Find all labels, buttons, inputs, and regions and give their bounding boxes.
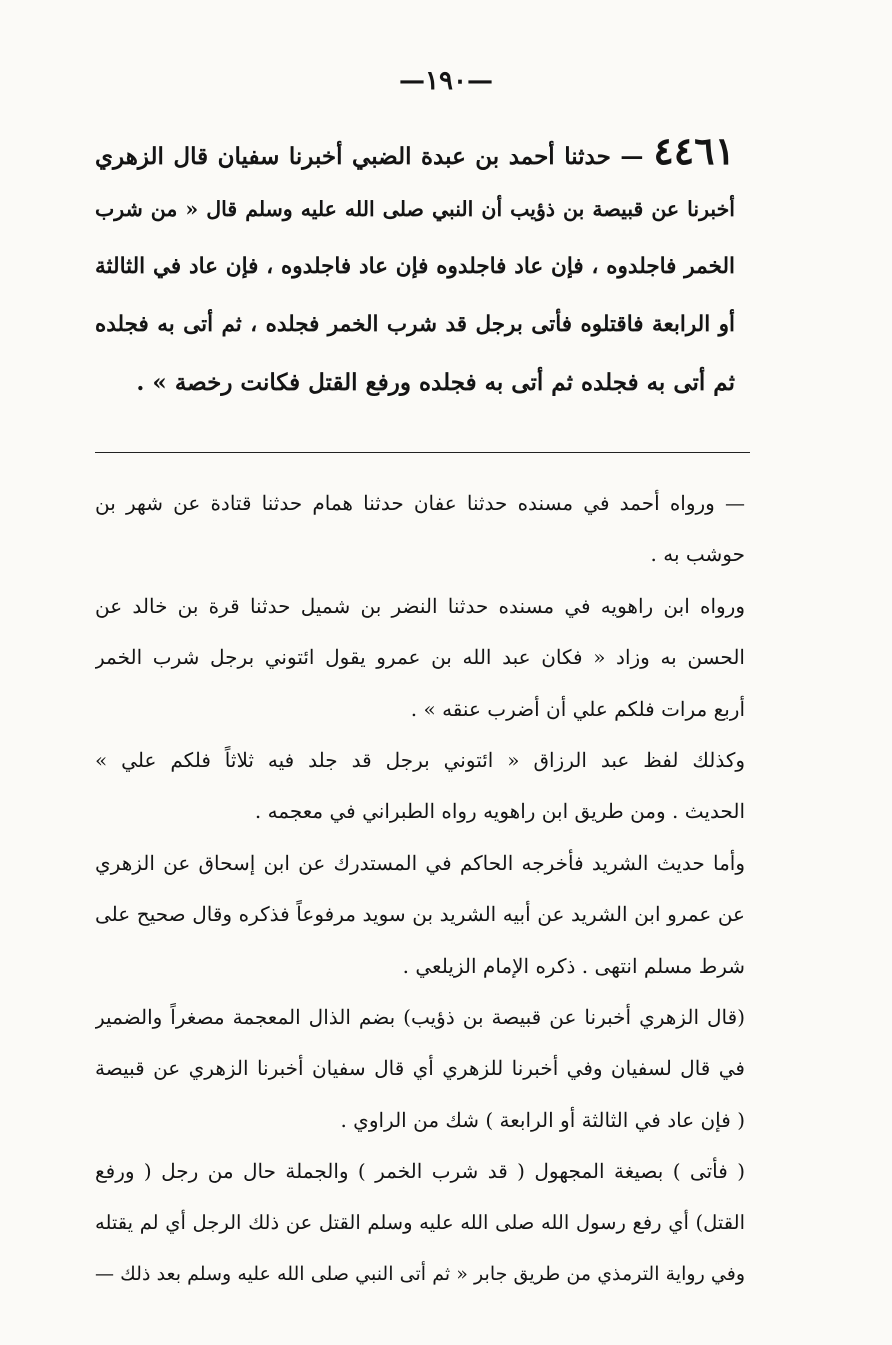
commentary-line: أربع مرات فلكم علي أن أضرب عنقه » .	[410, 696, 745, 721]
commentary-line: القتل) أي رفع رسول الله صلى الله عليه وسلم القتل عن ذلك الرجل أي لم يقتله	[95, 1211, 745, 1235]
hadith-line: أخبرنا عن قبيصة بن ذؤيب أن النبي صلى الله عليه وسلم قال « من شرب	[95, 197, 735, 221]
hadith-line	[95, 122, 735, 180]
commentary-line: — ورواه أحمد في مسنده حدثنا عفان حدثنا همام حدثنا قتادة عن شهر بن	[95, 491, 745, 515]
commentary-line: وأما حديث الشريد فأخرجه الحاكم في المستدرك عن ابن إسحاق عن الزهري	[95, 850, 745, 875]
commentary-line: وفي رواية الترمذي من طريق جابر « ثم أتى النبي صلى الله عليه وسلم بعد ذلك —	[95, 1262, 745, 1285]
commentary-line: عن عمرو ابن الشريد عن أبيه الشريد بن سويد مرفوعاً فذكره وقال صحيح على	[95, 902, 745, 927]
commentary-line: (قال الزهري أخبرنا عن قبيصة بن ذؤيب) بضم الذال المعجمة مصغراً والضمير	[95, 1004, 745, 1029]
hadith-line-text: — حدثنا أحمد بن عبدة الضبي أخبرنا سفيان قال الزهري	[95, 143, 644, 170]
commentary-line: شرط مسلم انتهى . ذكره الإمام الزيلعي .	[402, 953, 745, 978]
commentary-line: ورواه ابن راهويه في مسنده حدثنا النضر بن شميل حدثنا قرة بن خالد عن	[95, 593, 745, 618]
hadith-line: أو الرابعة فاقتلوه فأتى برجل قد شرب الخمر فجلده ، ثم أتى به فجلده	[95, 312, 735, 337]
commentary-text	[95, 478, 745, 1300]
commentary-line: الحديث . ومن طريق ابن راهويه رواه الطبراني في معجمه .	[254, 799, 745, 824]
separator-rule	[95, 452, 750, 453]
commentary-line: وكذلك لفظ عبد الرزاق « ائتوني برجل قد جلد فيه ثلاثاً فلكم علي »	[95, 747, 745, 772]
commentary-line: حوشب به .	[650, 542, 745, 567]
commentary-line: الحسن به وزاد « فكان عبد الله بن عمرو يقول ائتوني برجل شرب الخمر	[95, 645, 745, 670]
commentary-line: ( فأتى ) بصيغة المجهول ( قد شرب الخمر ) والجملة حال من رجل ( ورفع	[95, 1159, 745, 1184]
hadith-line: الخمر فاجلدوه ، فإن عاد فاجلدوه فإن عاد فاجلدوه ، فإن عاد في الثالثة	[95, 254, 735, 279]
page-number: —١٩٠—	[399, 66, 493, 96]
hadith-number: ٤٤٦١	[653, 128, 735, 173]
hadith-text	[95, 122, 735, 412]
commentary-line: ( فإن عاد في الثالثة أو الرابعة ) شك من الراوي .	[340, 1107, 745, 1132]
hadith-line: ثم أتى به فجلده ثم أتى به فجلده ورفع القتل فكانت رخصة » .	[136, 369, 735, 396]
commentary-line: في قال لسفيان وفي أخبرنا للزهري أي قال سفيان أخبرنا الزهري عن قبيصة	[95, 1056, 745, 1081]
